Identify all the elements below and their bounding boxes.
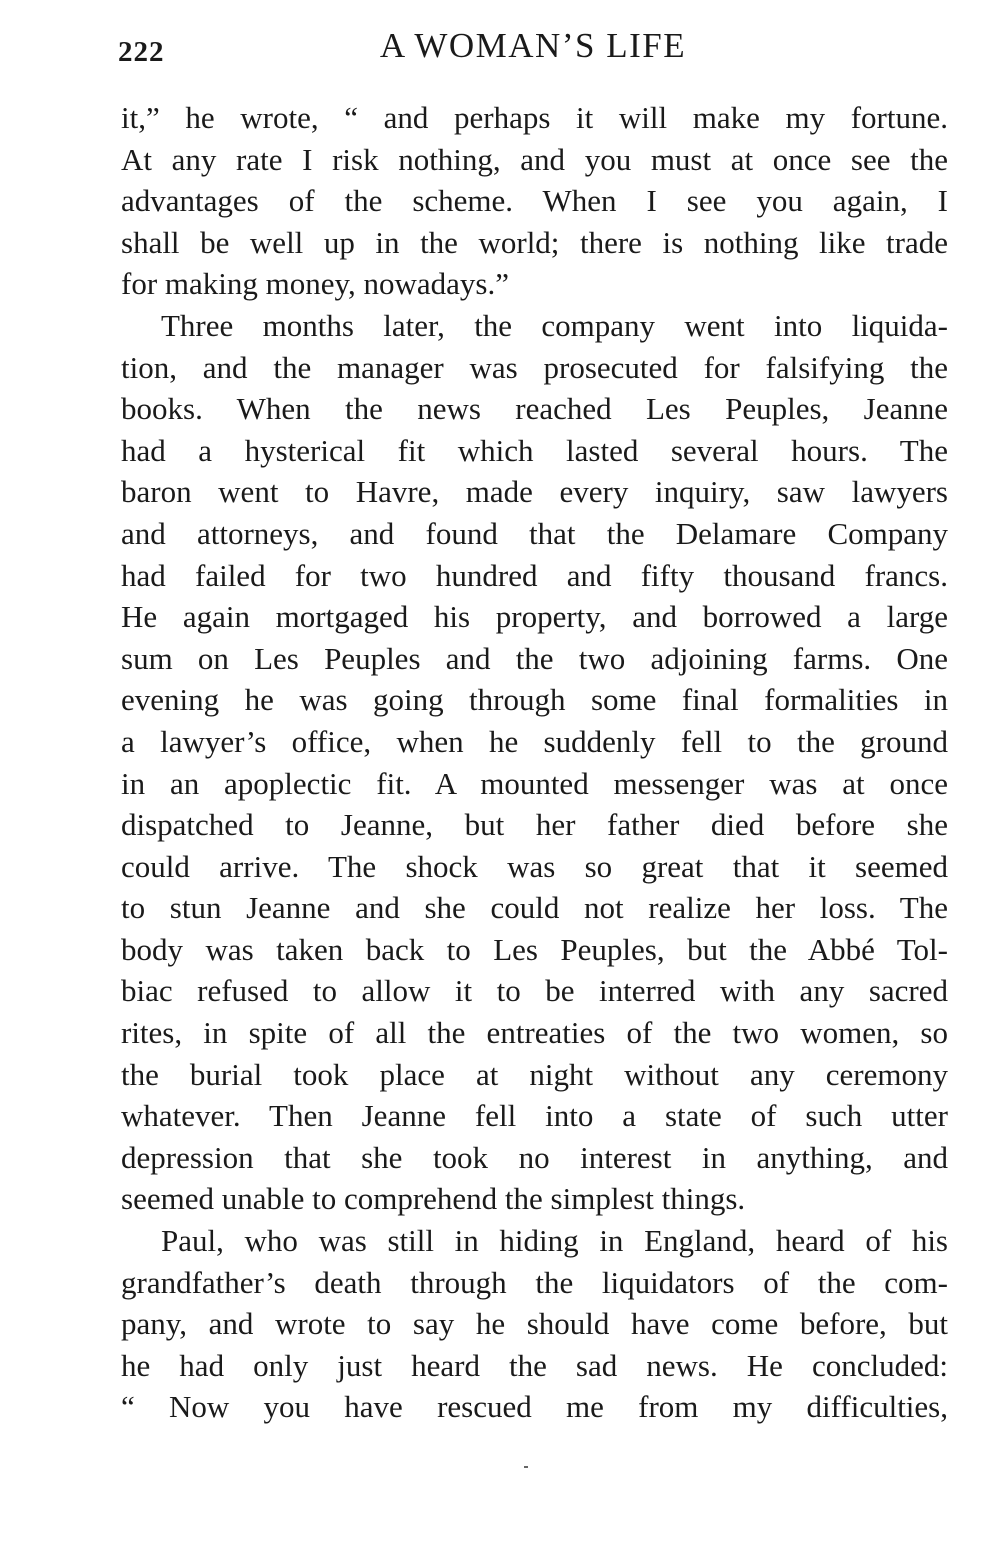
text-line: to stun Jeanne and she could not realize her loss. The (121, 890, 948, 926)
page-header (118, 22, 948, 72)
text-line: tion, and the manager was prosecuted for falsifying the (121, 349, 948, 385)
text-line: grandfather’s death through the liquidators of the com- (121, 1264, 948, 1300)
page-number: 222 (118, 36, 165, 68)
text-line: he had only just heard the sad news. He concluded: (121, 1347, 948, 1383)
text-line: shall be well up in the world; there is nothing like trade (121, 224, 948, 260)
body-text (121, 97, 948, 1428)
text-line: the burial took place at night without any ceremony (121, 1056, 948, 1092)
text-line: rites, in spite of all the entreaties of the two women, so (121, 1015, 948, 1051)
text-line: whatever. Then Jeanne fell into a state of such utter (121, 1098, 948, 1134)
text-line: Paul, who was still in hiding in England, heard of his (161, 1223, 948, 1259)
text-line: advantages of the scheme. When I see you again, I (121, 183, 948, 219)
running-title: A WOMAN’S LIFE (379, 26, 687, 65)
text-line: could arrive. The shock was so great that it seemed (121, 848, 948, 884)
text-line: pany, and wrote to say he should have come before, but (121, 1306, 948, 1342)
text-line: He again mortgaged his property, and borrowed a large (121, 599, 948, 635)
text-line: it,” he wrote, “ and perhaps it will make my fortune. (121, 100, 948, 135)
text-line: depression that she took no interest in anything, and (121, 1139, 948, 1175)
paragraph (121, 305, 948, 1220)
text-line: for making money, nowadays.” (121, 266, 509, 302)
text-line: had a hysterical fit which lasted several hours. The (121, 432, 948, 468)
text-line: dispatched to Jeanne, but her father died before she (121, 807, 948, 843)
text-line: sum on Les Peuples and the two adjoining farms. One (121, 640, 948, 676)
ink-speck (524, 1466, 528, 1468)
text-line: biac refused to allow it to be interred with any sacred (121, 973, 948, 1009)
paragraph (121, 97, 948, 305)
text-line: seemed unable to comprehend the simplest things. (121, 1181, 746, 1217)
text-line: “ Now you have rescued me from my difficulties, (121, 1389, 948, 1425)
text-line: and attorneys, and found that the Delamare Company (121, 515, 948, 551)
text-line: body was taken back to Les Peuples, but the Abbé Tol- (121, 931, 948, 967)
text-line: Three months later, the company went into liquida- (161, 307, 948, 343)
text-line: baron went to Havre, made every inquiry, saw lawyers (121, 474, 948, 510)
text-line: had failed for two hundred and fifty thousand francs. (121, 557, 948, 593)
paragraph (121, 1220, 948, 1428)
text-line: in an apoplectic fit. A mounted messenger was at once (121, 765, 948, 801)
text-line: a lawyer’s office, when he suddenly fell to the ground (121, 723, 948, 759)
text-line: At any rate I risk nothing, and you must at once see the (121, 141, 948, 177)
text-line: evening he was going through some final formalities in (121, 682, 948, 718)
text-line: books. When the news reached Les Peuples, Jeanne (121, 391, 948, 427)
